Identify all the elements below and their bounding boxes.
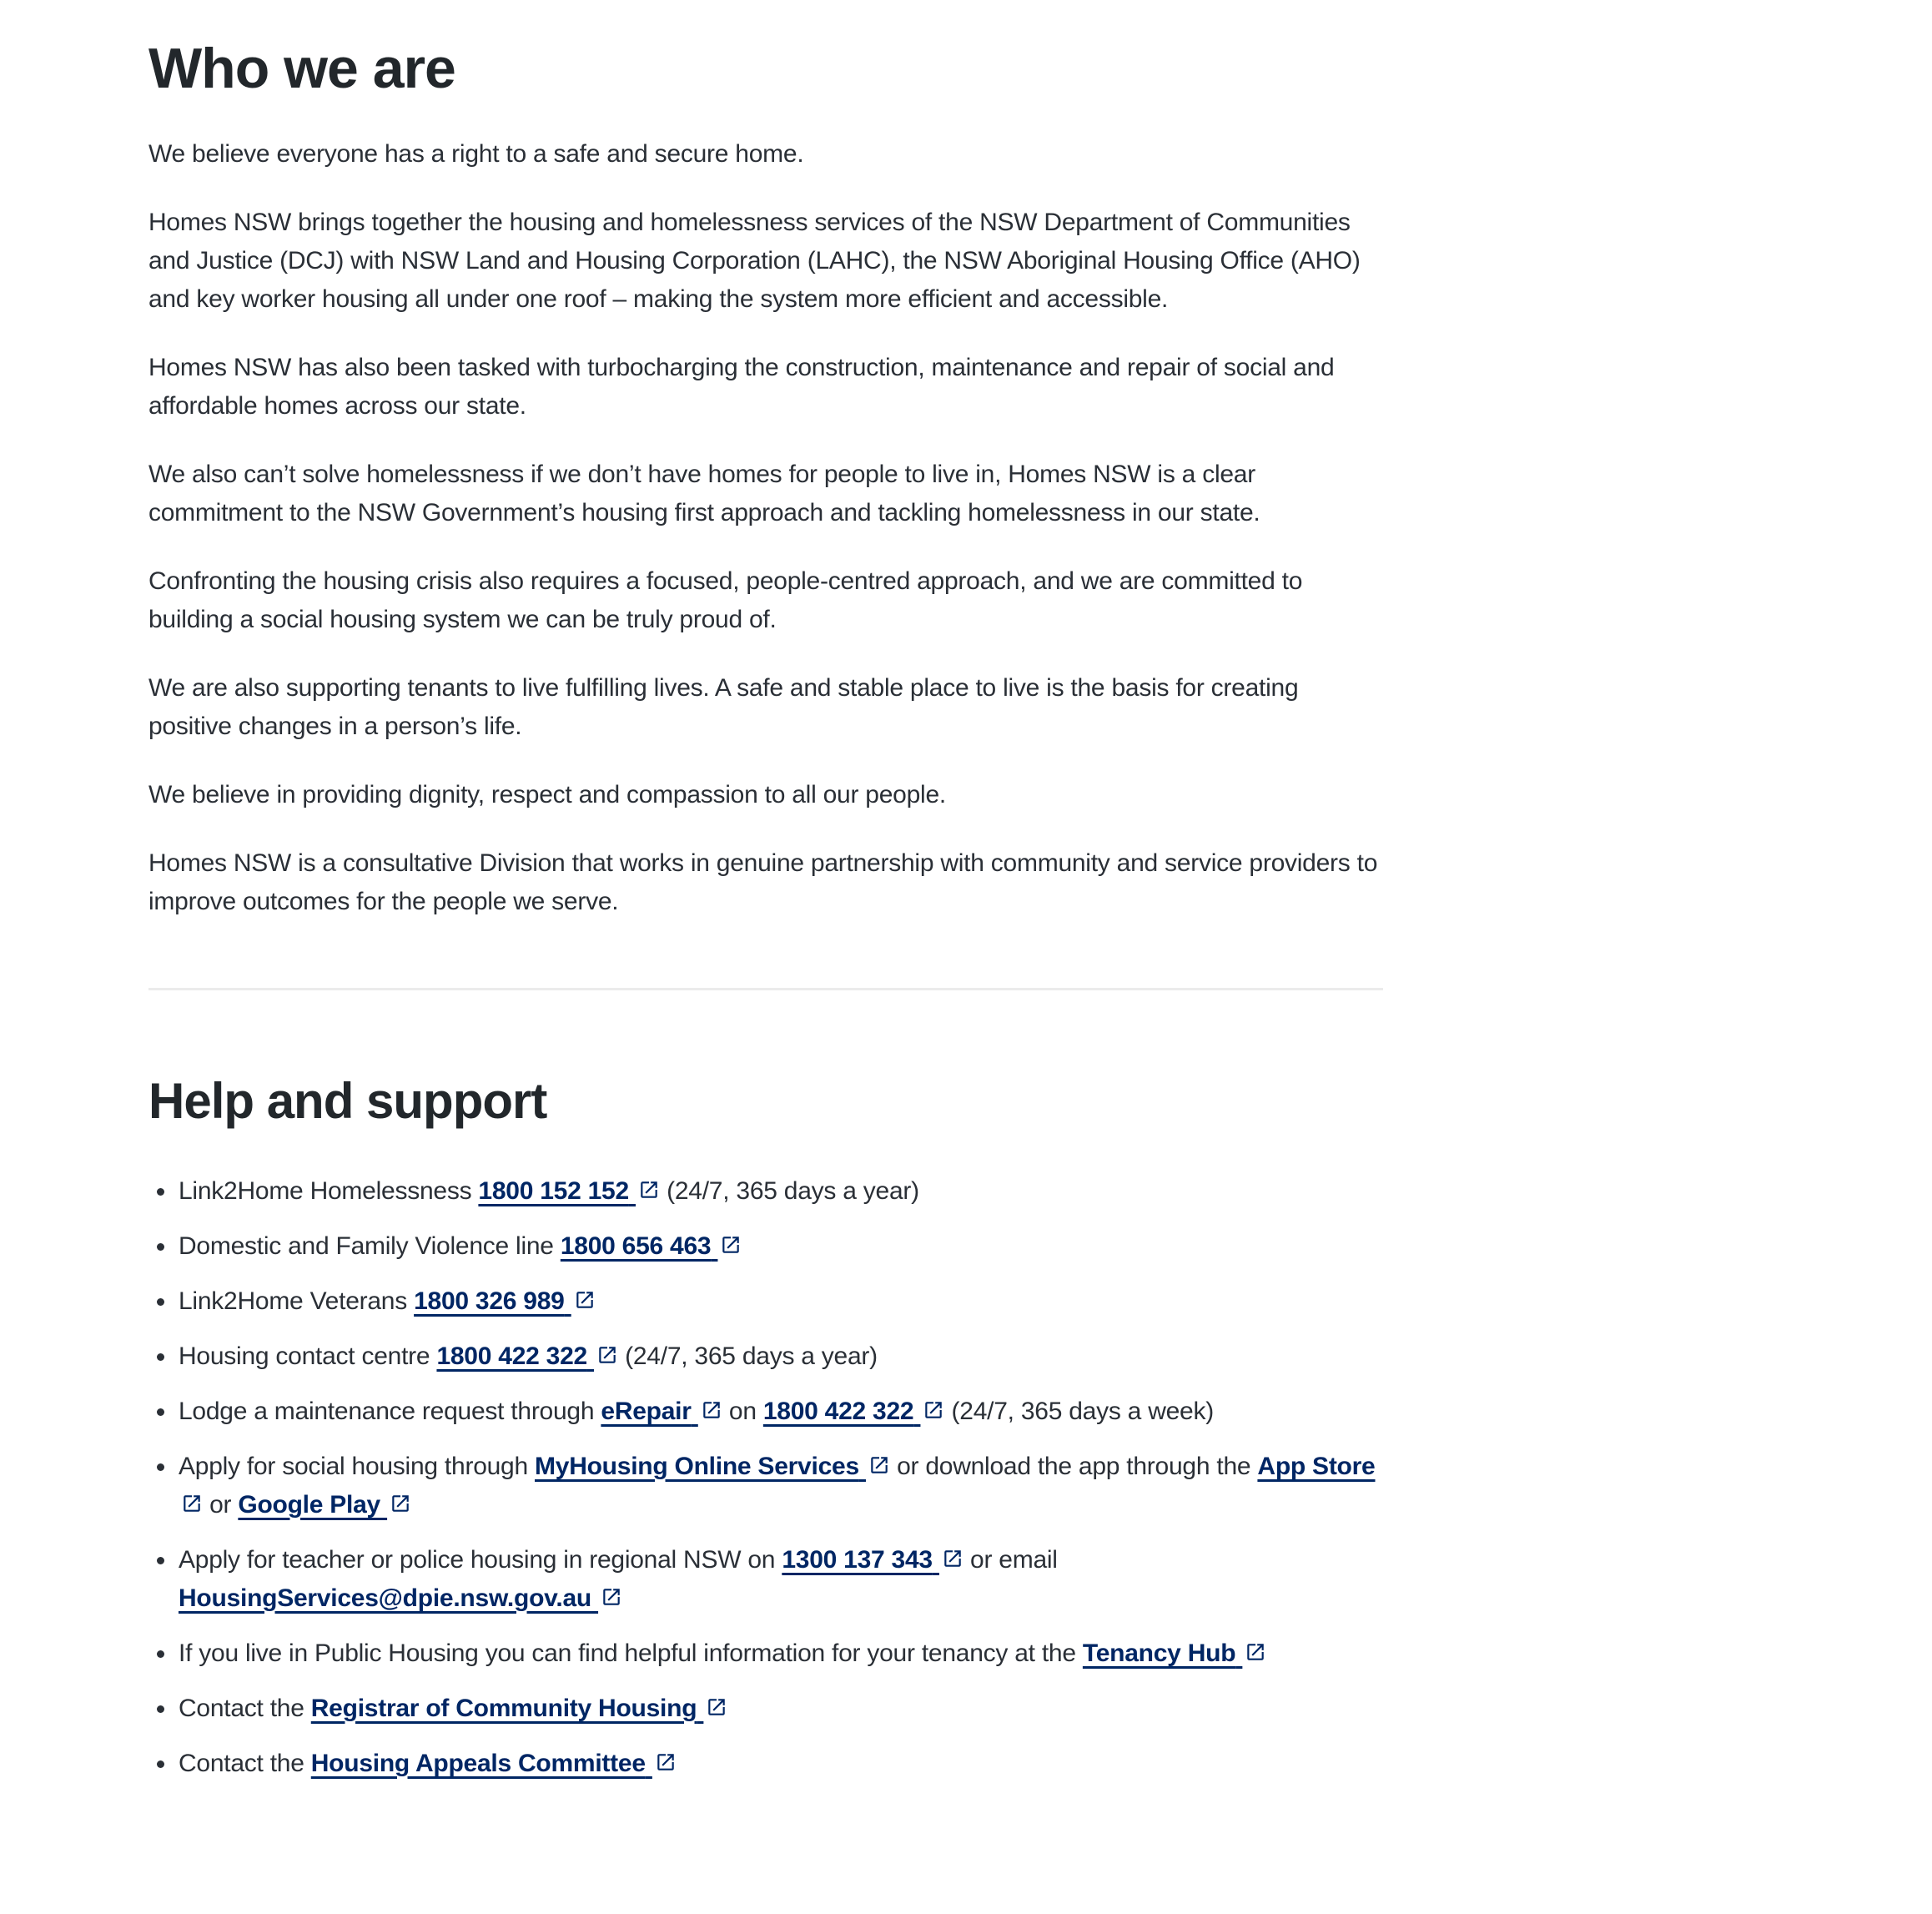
help-and-support-list: [148, 1172, 1383, 1783]
who-we-are-paragraph: Confronting the housing crisis also requires a focused, people-centred approach, and we are committed to building a social housing system we can be truly proud of.: [148, 567, 1303, 633]
external-link-icon: [596, 1344, 618, 1366]
link-label: Registrar of Community Housing: [310, 1694, 697, 1722]
external-link-icon: [390, 1493, 411, 1514]
list-item: [177, 1448, 1383, 1524]
link-myhousing-online-services[interactable]: [535, 1453, 890, 1480]
list-item-text: (24/7, 365 days a year): [618, 1342, 878, 1370]
link-label: MyHousing Online Services: [535, 1452, 859, 1480]
external-link-icon: [720, 1234, 742, 1256]
external-link-icon: [923, 1399, 944, 1421]
list-item-text: Link2Home Homelessness: [179, 1176, 479, 1205]
list-item: [177, 1745, 1383, 1783]
list-item-text: Apply for teacher or police housing in regional NSW on: [179, 1545, 782, 1574]
link-label: Tenancy Hub: [1082, 1639, 1236, 1667]
external-link-icon: [706, 1696, 727, 1718]
external-link-icon: [181, 1493, 203, 1514]
link-label: HousingServices@dpie.nsw.gov.au: [179, 1584, 591, 1612]
who-we-are-paragraph: Homes NSW brings together the housing and homelessness services of the NSW Department of Communities and Justice (DCJ) with NSW Land and Housing Corporation (LAHC), the NSW Aboriginal Housing Office (AHO) and key worker housing all under one roof – making the system more efficient and accessible.: [148, 208, 1361, 313]
list-item-text: If you live in Public Housing you can find helpful information for your tenancy at the: [179, 1639, 1083, 1667]
list-item-text: Apply for social housing through: [179, 1452, 536, 1480]
link-label: eRepair: [601, 1397, 692, 1425]
list-item: [177, 1690, 1383, 1728]
link-label: 1800 422 322: [436, 1342, 587, 1370]
external-link-icon: [601, 1586, 622, 1608]
main-content: [148, 0, 1383, 1800]
who-we-are-paragraph: Homes NSW has also been tasked with turbocharging the construction, maintenance and repair of social and affordable homes across our state.: [148, 353, 1335, 420]
link-erepair[interactable]: [601, 1398, 722, 1425]
who-we-are-paragraph: We also can’t solve homelessness if we don’t have homes for people to live in, Homes NSW is a clear commitment to the NSW Government’s housing first approach and tackling homelessness in our state.: [148, 460, 1260, 526]
external-link-icon: [942, 1548, 963, 1569]
external-link-icon: [868, 1454, 890, 1476]
list-item-text: or: [203, 1490, 239, 1519]
external-link-icon: [638, 1179, 660, 1201]
list-item-text: (24/7, 365 days a year): [660, 1176, 919, 1205]
link-housing-appeals-committee[interactable]: [311, 1750, 677, 1777]
list-item: [177, 1172, 1383, 1211]
link-tenancy-hub[interactable]: [1083, 1639, 1266, 1667]
external-link-icon: [574, 1289, 596, 1311]
link-label: Housing Appeals Committee: [310, 1749, 646, 1777]
list-item-text: Domestic and Family Violence line: [179, 1232, 561, 1260]
list-item-text: on: [722, 1397, 763, 1425]
list-item-text: Lodge a maintenance request through: [179, 1397, 601, 1425]
link-1800-422-322[interactable]: [436, 1342, 618, 1370]
list-item: [177, 1227, 1383, 1266]
link-label: 1800 422 322: [762, 1397, 914, 1425]
list-item: [177, 1393, 1383, 1431]
list-item: [177, 1282, 1383, 1321]
external-link-icon: [701, 1399, 722, 1421]
who-we-are-paragraph: We believe everyone has a right to a safe and secure home.: [148, 139, 804, 168]
list-item: [177, 1541, 1383, 1618]
list-item: [177, 1337, 1383, 1376]
who-we-are-paragraph: We believe in providing dignity, respect and compassion to all our people.: [148, 780, 946, 808]
list-item-text: Link2Home Veterans: [179, 1287, 415, 1315]
help-and-support-heading: Help and support: [148, 1072, 547, 1129]
link-1800-326-989[interactable]: [414, 1287, 596, 1315]
link-label: App Store: [1257, 1452, 1376, 1480]
link-registrar-of-community-housing[interactable]: [311, 1695, 728, 1722]
link-label: 1800 152 152: [478, 1176, 629, 1205]
link-label: 1800 656 463: [560, 1232, 712, 1260]
list-item-text: or email: [963, 1545, 1058, 1574]
section-divider: [148, 988, 1383, 990]
link-1300-137-343[interactable]: [782, 1546, 963, 1574]
list-item-text: (24/7, 365 days a week): [944, 1397, 1214, 1425]
link-google-play[interactable]: [238, 1491, 411, 1519]
link-housingservices-dpie-nsw-gov-au[interactable]: [179, 1584, 622, 1612]
who-we-are-paragraph: We are also supporting tenants to live fulfilling lives. A safe and stable place to live is the basis for creating positive changes in a person’s life.: [148, 673, 1299, 740]
link-1800-656-463[interactable]: [561, 1232, 742, 1260]
list-item-text: Contact the: [179, 1694, 311, 1722]
list-item-text: Contact the: [179, 1749, 311, 1777]
external-link-icon: [655, 1751, 677, 1773]
list-item: [177, 1634, 1383, 1673]
link-label: 1300 137 343: [782, 1545, 933, 1574]
link-label: Google Play: [238, 1490, 388, 1519]
list-item-text: Housing contact centre: [179, 1342, 437, 1370]
link-1800-422-322[interactable]: [763, 1398, 945, 1425]
who-we-are-heading: Who we are: [148, 37, 455, 100]
external-link-icon: [1245, 1641, 1266, 1663]
link-label: 1800 326 989: [414, 1287, 565, 1315]
who-we-are-paragraph: Homes NSW is a consultative Division that works in genuine partnership with community and service providers to improve outcomes for the people we serve.: [148, 849, 1378, 915]
list-item-text: or download the app through the: [889, 1452, 1258, 1480]
link-1800-152-152[interactable]: [478, 1177, 660, 1205]
